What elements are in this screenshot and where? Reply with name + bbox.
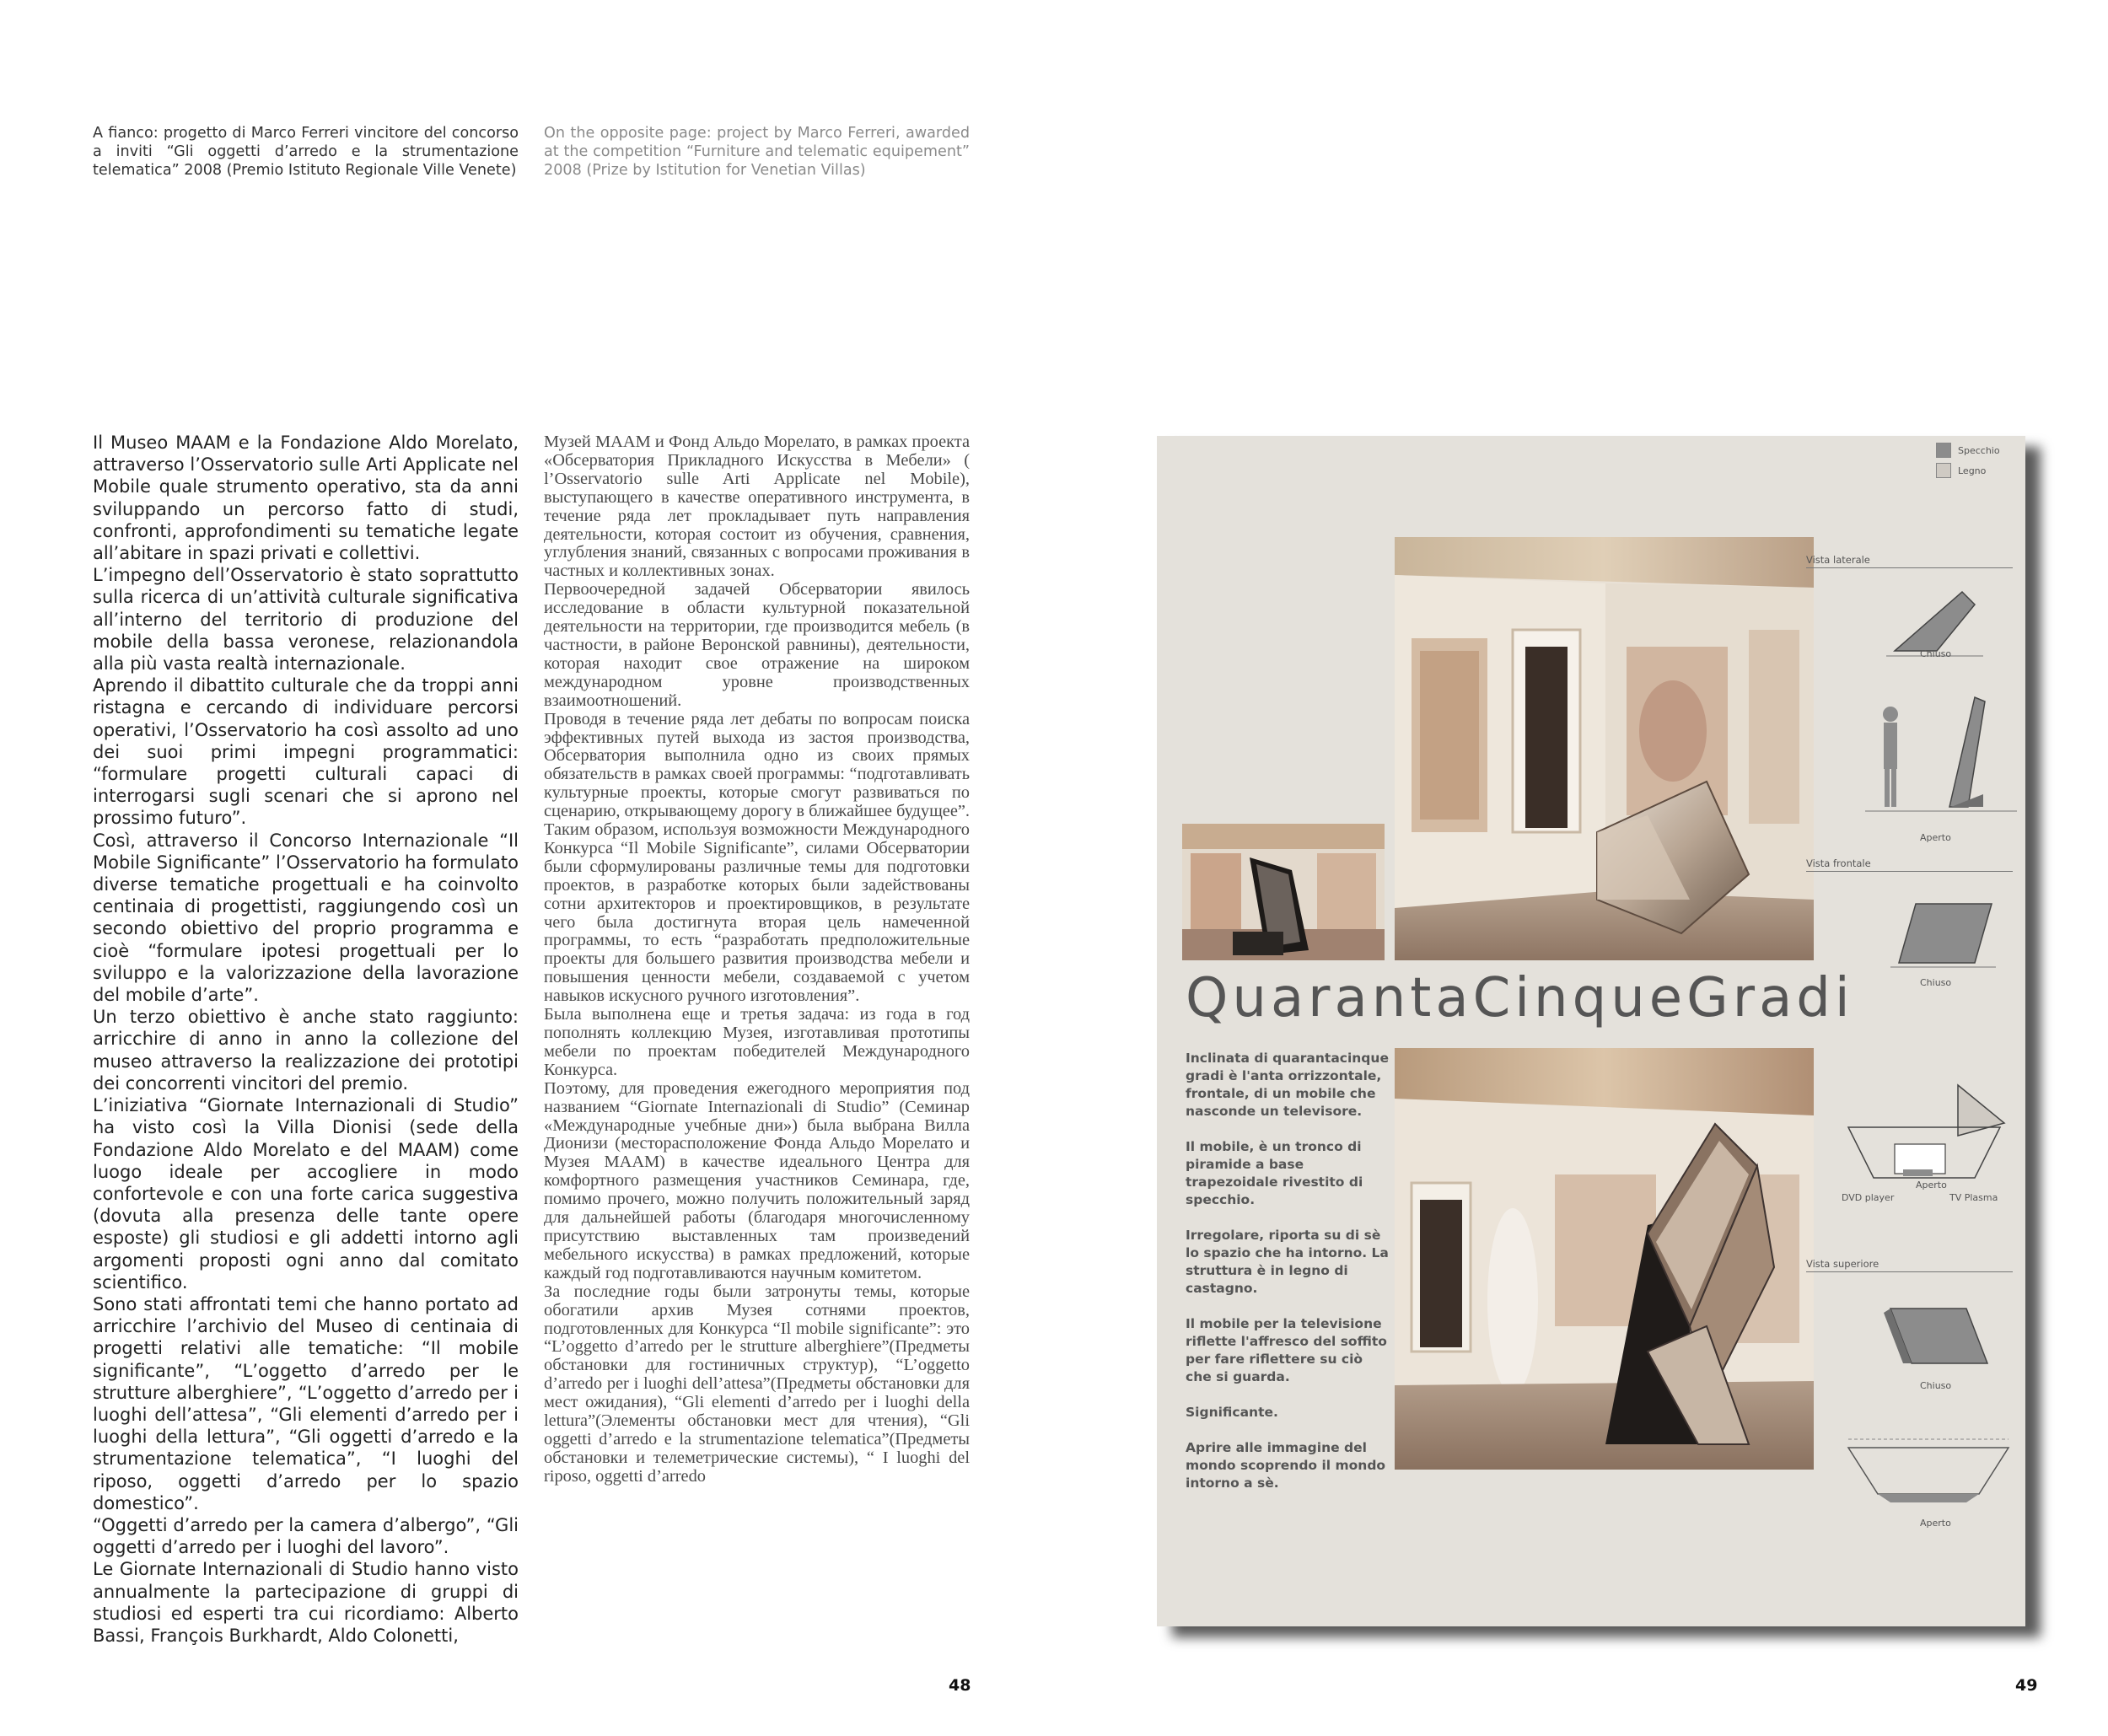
label-chiuso-laterale: Chiuso bbox=[1920, 648, 1952, 659]
caption-italian: A fianco: progetto di Marco Ferreri vincitore del concorso a inviti “Gli oggetti d’arredo e la strumentazione telematica” 2008 (Premio Istituto Regionale Ville Venete) bbox=[93, 125, 519, 179]
legend-label: Legno bbox=[1958, 465, 1987, 476]
poster-title: QuarantaCinqueGradi bbox=[1186, 967, 1854, 1029]
material-legend bbox=[1936, 440, 2000, 481]
label-dvd-player: DVD player bbox=[1842, 1192, 1895, 1203]
legend-swatch-specchio bbox=[1936, 443, 1951, 458]
project-poster bbox=[1157, 436, 2025, 1626]
label-vista-laterale: Vista laterale bbox=[1806, 554, 2013, 568]
caption-english: On the opposite page: project by Marco Ferreri, awarded at the competition “Furniture and telematic equipement” 2008 (Prize by Istitution for Venetian Villas) bbox=[544, 125, 970, 179]
label-vista-frontale: Vista frontale bbox=[1806, 857, 2013, 872]
italian-paragraph: L’iniziativa “Giornate Internazionali di Studio” ha visto così la Villa Dionisi (sede della Fondazione Aldo Morelato e del MAAM) come luogo ideale per accogliere in modo confortevole e con una forte carica suggestiva (dovuta alla presenza delle tante opere esposte) gli studiosi e gli addetti intorno agli argomenti proposti ogni anno dal comitato scientifico. bbox=[93, 1095, 519, 1293]
poster-description-paragraph: Il mobile, è un tronco di piramide a base trapezoidale rivestito di specchio. bbox=[1186, 1139, 1363, 1207]
side-view-open-drawing bbox=[1857, 689, 2025, 832]
front-view-closed-drawing bbox=[1882, 891, 2000, 975]
legend-swatch-legno bbox=[1936, 463, 1951, 478]
top-view-open-drawing bbox=[1831, 1414, 2025, 1515]
label-vista-superiore: Vista superiore bbox=[1806, 1258, 2013, 1272]
label-aperto-laterale: Aperto bbox=[1920, 832, 1951, 843]
italian-text-column bbox=[93, 432, 519, 1646]
label-aperto-superiore: Aperto bbox=[1920, 1518, 1951, 1529]
label-chiuso-frontale: Chiuso bbox=[1920, 977, 1952, 988]
label-chiuso-superiore: Chiuso bbox=[1920, 1380, 1952, 1391]
russian-paragraph: Таким образом, используя возможности Международного Конкурса “Il Mobile Significante”, силами Обсерватории были сформулированы различные темы для подготовки проектов, в разработке которых были задействованы сотни архитекторов и проектировщиков, в результате чего была достигнута вторая цель намеченной программы, то есть “разработать предположительные проекты для большего развития производства мебели и повышения ценности мебели, создаваемой с учетом навыков искусного ручного изготовления”. bbox=[544, 820, 970, 1006]
poster-description bbox=[1186, 1050, 1393, 1510]
russian-paragraph: За последние годы были затронуты темы, которые обогатили архив Музея сотнями проектов, подготовленных для Конкурса “Il mobile significante”: это “L’oggetto d’arredo per le strutture alberghiere”(Предметы обстановки для гостиничных структур), “L’oggetto d’arredo per i luoghi dell’attesa”(Предметы обстановки для мест ожидания), “Gli elementi d’arredo per i luoghi della lettura”(Элементы обстановки мест для чтения), “Gli oggetti d’arredo e la strumentazione telematica”(Предметы обстановки и телеметрические системы), “ I luoghi del riposo, oggetti d’arredo bbox=[544, 1282, 970, 1486]
legend-item bbox=[1936, 460, 2000, 481]
front-view-open-drawing bbox=[1831, 1077, 2017, 1195]
russian-paragraph: Музей MAAM и Фонд Альдо Морелато, в рамках проекта «Обсерватория Прикладного Искусства в Мебели» ( l’Osservatorio sulle Arti Applicate nel Mobile), выступающего в качестве оперативного инструмента, в течение ряда лет прокладывает путь направления деятельности, которая состоит из обучения, сравнения, углубления знаний, связанных с вопросами проживания в частных и коллективных зонах. bbox=[544, 433, 970, 581]
italian-paragraph: Un terzo obiettivo è anche stato raggiunto: arricchire di anno in anno la collezione del museo attraverso la realizzazione dei prototipi dei concorrenti vincitori del premio. bbox=[93, 1007, 519, 1094]
legend-item bbox=[1936, 440, 2000, 460]
legend-label: Specchio bbox=[1958, 444, 2000, 456]
russian-paragraph: Проводя в течение ряда лет дебаты по вопросам поиска эффективных путей выхода из застоя производства, Обсерватория выполнила одно из своих прямых обязательств в рамках своей программы: “подготавливать культурные проекты, которые смогут развиваться по сценарию, открывающему дорогу в ближайшее будущее”. bbox=[544, 709, 971, 821]
poster-description-paragraph: Il mobile per la televisione riflette l'affresco del soffito per fare riflettere su ciò che si guarda. bbox=[1186, 1316, 1387, 1384]
label-aperto-frontale: Aperto bbox=[1916, 1180, 1947, 1190]
open-cabinet-illustration bbox=[1395, 1048, 1814, 1470]
italian-paragraph: Così, attraverso il Concorso Internazionale “Il Mobile Significante” l’Osservatorio ha formulato diverse tematiche progettuali e ha coinvolto centinaia di progettisti, raggiungendo così un secondo obiettivo del proprio programma e cioè “formulare ipotesi progettuali per lo sviluppo e la valorizzazione della lavorazione del mobile d’arte”. bbox=[93, 830, 519, 1006]
italian-paragraph: Le Giornate Internazionali di Studio hanno visto annualmente la partecipazione di gruppi di studiosi ed esperti tra cui ricordiamo: Alberto Bassi, François Burkhardt, Aldo Colonetti, bbox=[93, 1559, 519, 1646]
poster-description-paragraph: Aprire alle immagine del mondo scoprendo il mondo intorno a sè. bbox=[1186, 1440, 1386, 1491]
room-photo-detail bbox=[1182, 824, 1385, 960]
italian-paragraph: “Oggetti d’arredo per la camera d’albergo”, “Gli oggetti d’arredo per i luoghi del lavoro”. bbox=[93, 1514, 519, 1558]
italian-paragraph: Aprendo il dibattito culturale che da troppi anni ristagna e cercando di individuare percorsi operativi, l’Osservatorio ha così assolto ad uno dei suoi primi impegni programmatici: “formulare progetti culturali capaci di interrogarsi sugli scenari che si aprono nel prossimo futuro”. bbox=[93, 675, 519, 829]
room-photo-closed bbox=[1395, 537, 1814, 960]
page-number-left: 48 bbox=[949, 1676, 971, 1695]
italian-paragraph: Sono stati affrontati temi che hanno portato ad arricchire l’archivio del Museo di centinaia di progetti relativi alle tematiche: “Il mobile significante”, “L’oggetto d’arredo per le strutture alberghiere”, “L’oggetto d’arredo per i luoghi dell’attesa”, “Gli elementi d’arredo per i luoghi della lettura”, “Gli oggetti d’arredo e la strumentazione telematica”, “I luoghi del riposo, oggetti d’arredo per lo spazio domestico”. bbox=[93, 1293, 519, 1513]
poster-description-paragraph: Significante. bbox=[1186, 1405, 1278, 1420]
italian-paragraph: Il Museo MAAM e la Fondazione Aldo Morelato, attraverso l’Osservatorio sulle Arti Applicate nel Mobile quale strumento operativo, sta da anni sviluppando un percorso fatto di studi, confronti, approfondimenti su tematiche legate all’abitare in spazi privati e collettivi. bbox=[93, 433, 519, 564]
russian-text-column bbox=[544, 433, 970, 1631]
page-number-right: 49 bbox=[2015, 1676, 2038, 1695]
russian-paragraph: Первоочередной задачей Обсерватории явилось исследование в области культурной показательной деятельности на территории, где производится мебель (в частности, в районе Веронской равнины), деятельности, которая находит свое отражение на широком международном уровне производственных взаимоотношений. bbox=[544, 580, 970, 710]
label-tv-plasma: TV Plasma bbox=[1949, 1192, 1998, 1203]
fresco-detail-illustration bbox=[1182, 824, 1385, 960]
poster-description-paragraph: Inclinata di quarantacinque gradi è l'anta orrizzontale, frontale, di un mobile che nasconde un televisore. bbox=[1186, 1051, 1389, 1119]
russian-paragraph: Была выполнена еще и третья задача: из года в год пополнять коллекцию Музея, изготавливая прототипы мебели по проектам победителей Международного Конкурса. bbox=[544, 1005, 970, 1079]
italian-paragraph: L’impegno dell’Osservatorio è stato soprattutto sulla ricerca di un’attività culturale significativa all’interno del territorio di produzione del mobile della bassa veronese, relazionandola alla più vasta realtà internazionale. bbox=[93, 565, 519, 675]
room-photo-open bbox=[1395, 1048, 1814, 1470]
top-view-closed-drawing bbox=[1874, 1287, 2000, 1380]
poster-description-paragraph: Irregolare, riporta su di sè lo spazio che ha intorno. La struttura è in legno di castagno. bbox=[1186, 1228, 1389, 1296]
fresco-room-illustration bbox=[1395, 537, 1814, 960]
russian-paragraph: Поэтому, для проведения ежегодного мероприятия под названием “Giornate Internazionali di Studio” (Семинар «Международные учебные дни») была выбрана Вилла Дионизи (месторасположение Фонда Альдо Морелато и Музея MAAM) в качестве идеального Центра для комфортного размещения участников Семинара, где, помимо прочего, можно получить положительный заряд для дальнейшей работы (благодаря многочисленному присутствию выставленных там произведений мебельного искусства) в рамках предложений, которые каждый год подготавливаются научным комитетом. bbox=[544, 1078, 970, 1282]
